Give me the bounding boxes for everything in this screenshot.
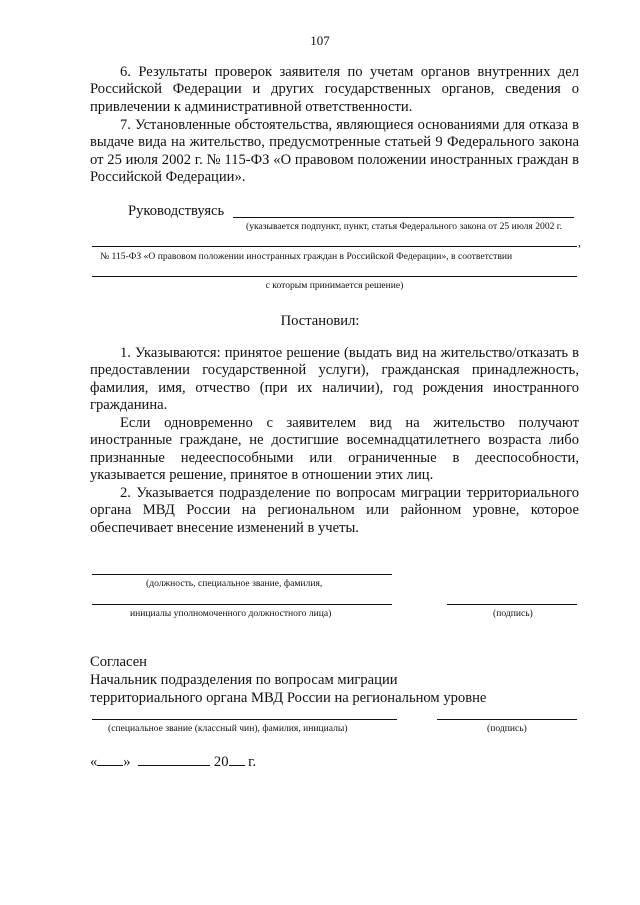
agreed-signature-hint: (подпись) (487, 723, 527, 734)
resolution-1 (90, 345, 579, 415)
rank-line (92, 719, 397, 720)
resolution-2-text: Если одновременно с заявителем вид на жительство получают иностранные граждане, не достигшие восемнадцатилетнего возраста либо признанные недееспособными или ограниченные в дееспособности, указывается решение, принятое в отношении этих лиц. (90, 415, 579, 484)
resolution-1-text: 1. Указываются: принятое решение (выдать вид на жительство/отказать в предоставлении государственной услуги), гражданская принадлежность, фамилия, имя, отчество (при их наличии), год рождения иностранного гражданина. (90, 345, 579, 414)
signature-line (447, 604, 577, 605)
date-month-field[interactable] (138, 753, 210, 766)
guided-line-2 (92, 246, 577, 247)
date-close-quote: » (123, 754, 131, 770)
guided-line-3 (92, 276, 577, 277)
initials-hint: инициалы уполномоченного должностного лица) (130, 608, 332, 619)
agreed-line-1: Начальник подразделения по вопросам миграции (90, 672, 398, 688)
guided-label: Руководствуясь (128, 203, 225, 219)
guided-hint-3: с которым принимается решение) (265, 280, 404, 291)
item-7 (90, 117, 579, 187)
position-line (92, 574, 392, 575)
agreed-label: Согласен (90, 654, 147, 670)
position-hint: (должность, специальное звание, фамилия, (146, 578, 323, 589)
guided-hint-2: № 115-ФЗ «О правовом положении иностранных граждан в Российской Федерации», в соответствии (100, 251, 513, 262)
date-line (90, 753, 256, 771)
guided-hint-1: (указывается подпункт, пункт, статья Федерального закона от 25 июля 2002 г. (246, 221, 563, 232)
page-number: 107 (310, 33, 330, 48)
resolution-3-text: 2. Указывается подразделение по вопросам миграции территориального органа МВД России на региональном или районном уровне, которое обеспечивает внесение изменений в учеты. (90, 485, 579, 536)
date-open-quote: « (90, 754, 98, 770)
signature-hint: (подпись) (493, 608, 533, 619)
guided-comma: , (578, 235, 581, 249)
agreed-signature-line (437, 719, 577, 720)
guided-line-1 (233, 217, 574, 218)
initials-line (92, 604, 392, 605)
date-year-suffix: г. (248, 754, 257, 770)
date-year-prefix: 20 (213, 754, 229, 770)
resolved-title: Постановил: (280, 313, 360, 329)
date-year-field[interactable] (229, 753, 245, 766)
resolution-2 (90, 415, 579, 485)
agreed-line-2: территориального органа МВД России на региональном уровне (90, 690, 487, 706)
rank-hint: (специальное звание (классный чин), фамилия, инициалы) (108, 723, 348, 734)
resolution-3 (90, 485, 579, 537)
date-day-field[interactable] (97, 753, 123, 766)
item-7-text: 7. Установленные обстоятельства, являющиеся основаниями для отказа в выдаче вида на жительство, предусмотренные статьей 9 Федерального закона от 25 июля 2002 г. № 115-ФЗ «О правовом положении иностранных граждан в Российской Федерации». (90, 117, 579, 186)
item-6-text: 6. Результаты проверок заявителя по учетам органов внутренних дел Российской Федерации и других государственных органов, сведения о привлечении к административной ответственности. (90, 64, 579, 115)
item-6 (90, 64, 579, 116)
